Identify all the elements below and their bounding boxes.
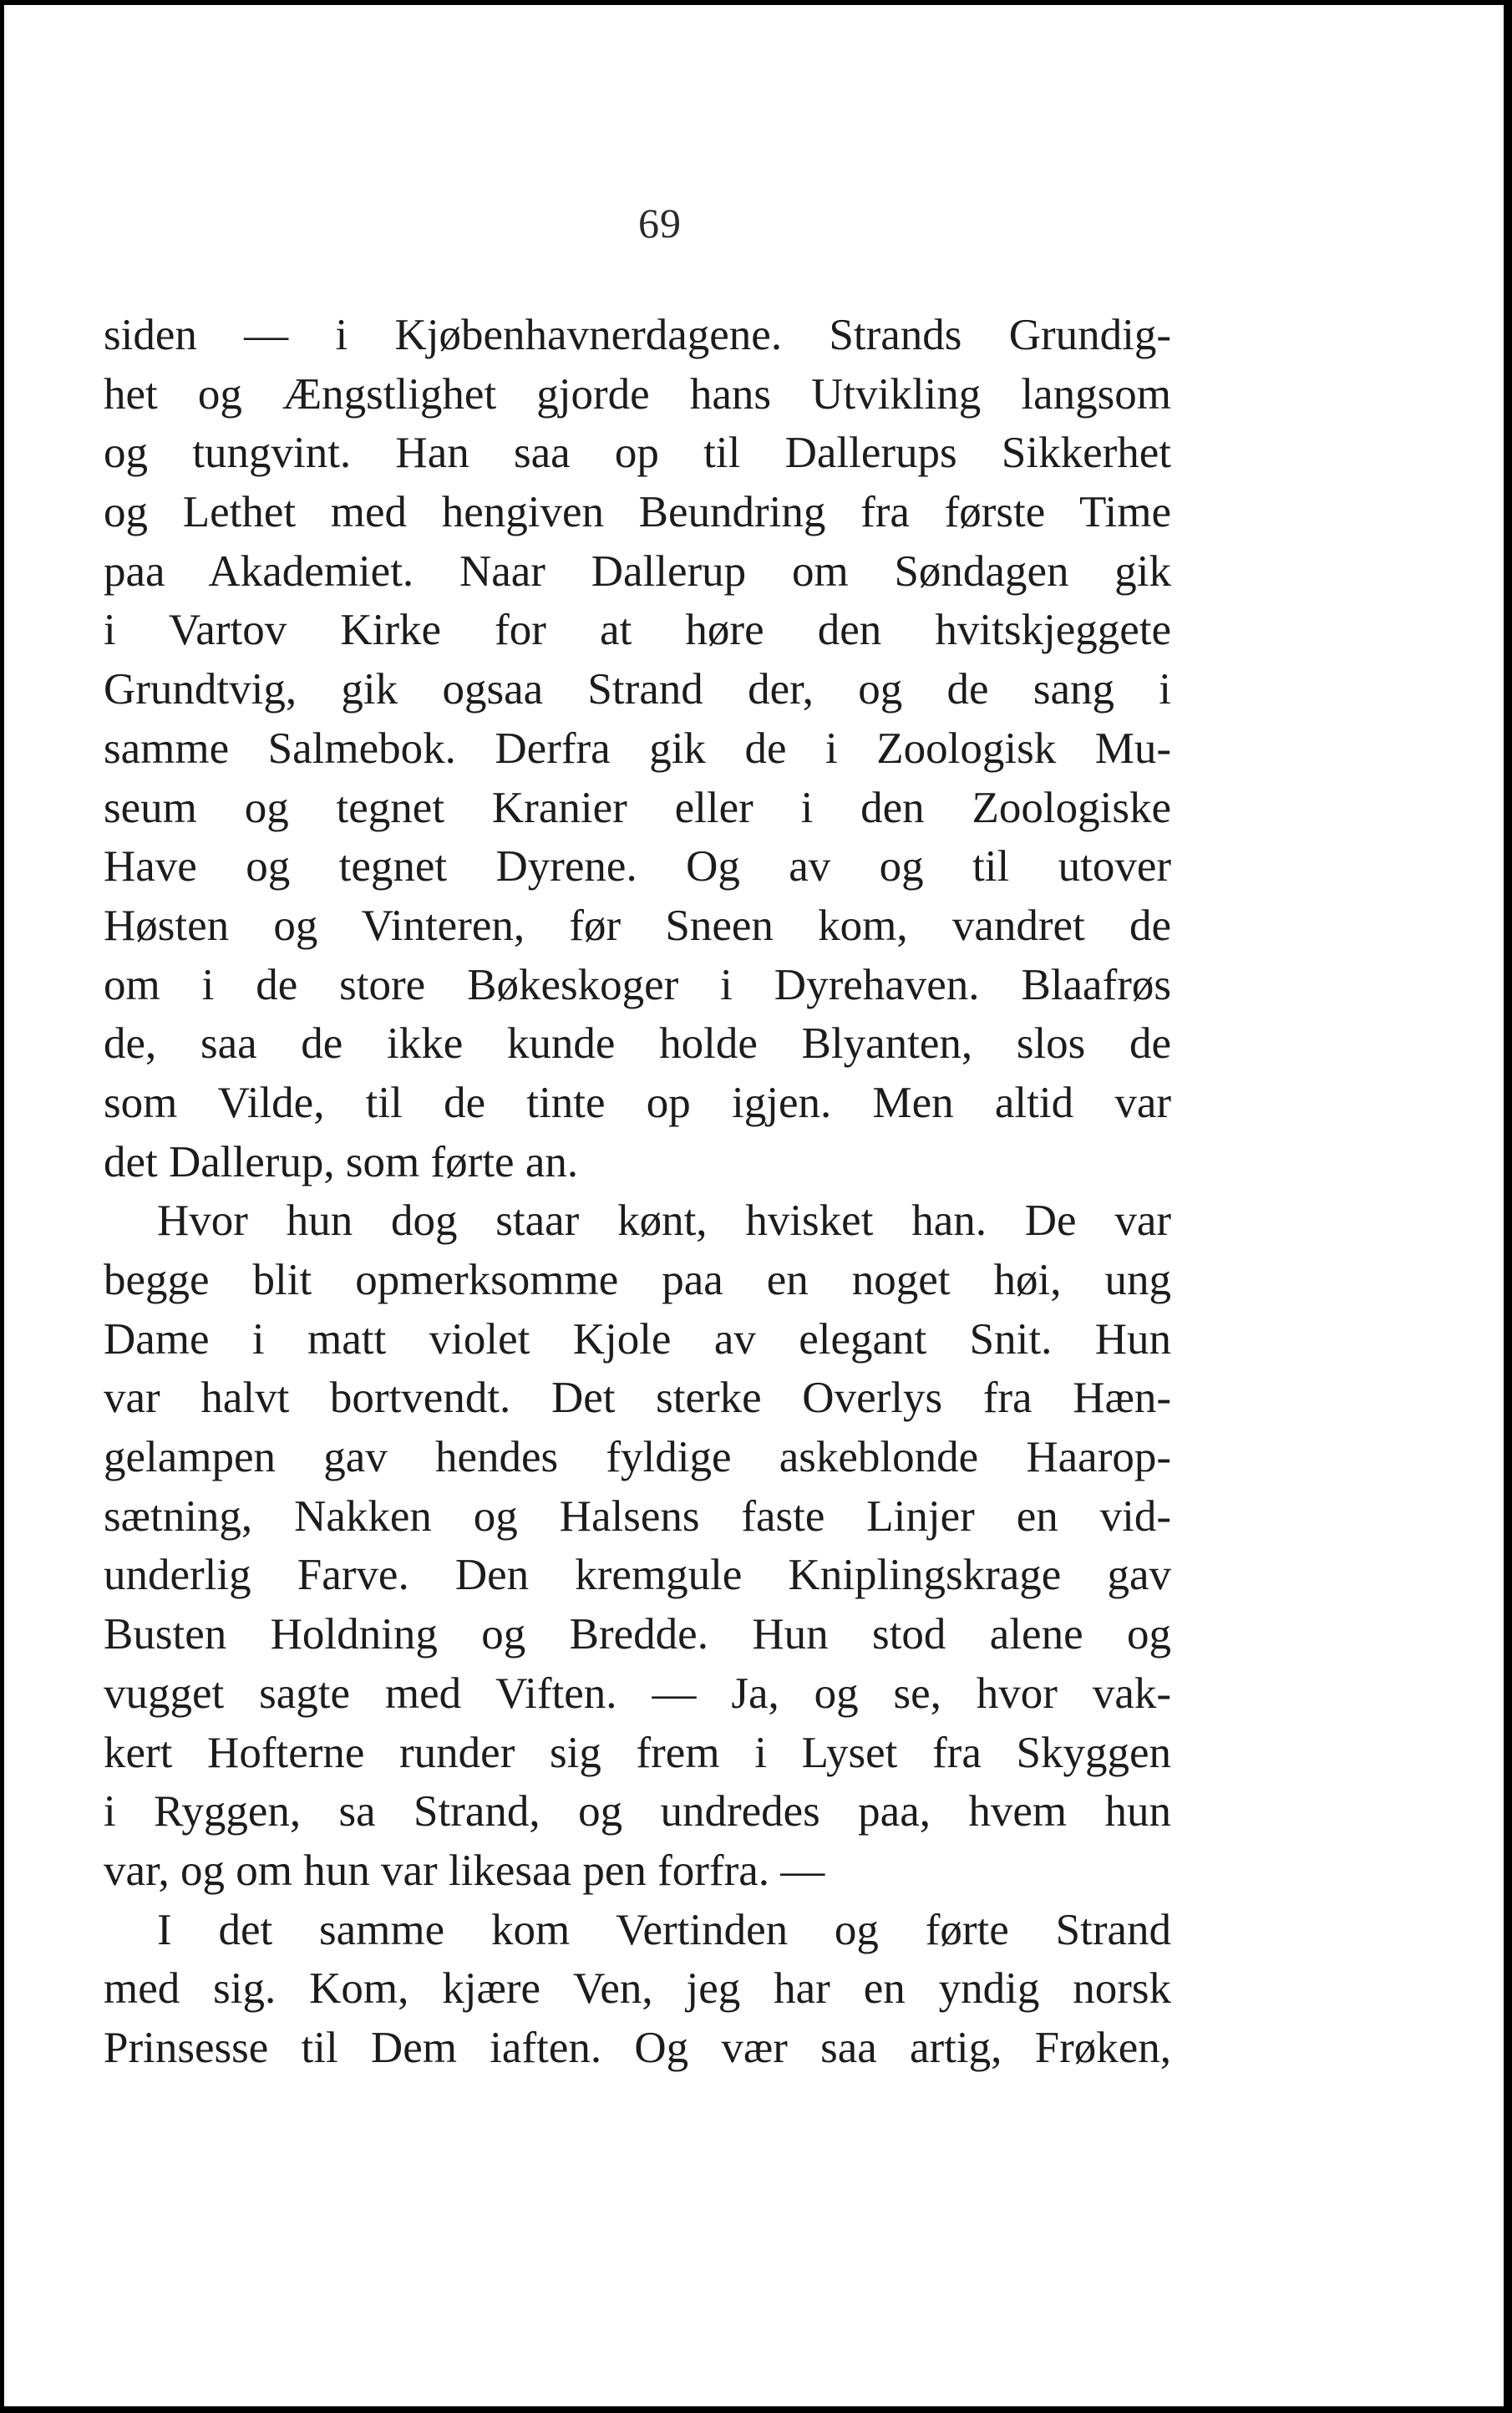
text-line: Busten Holdning og Bredde. Hun stod alene og [104,1610,1171,1659]
scan-border-left [0,0,4,2413]
text-line: Grundtvig, gik ogsaa Strand der, og de sang i [104,665,1171,714]
text-line: het og Ængstlighet gjorde hans Utvikling langsom [104,369,1171,419]
text-line: begge blit opmerksomme paa en noget høi, ung [104,1256,1171,1304]
text-line: Have og tegnet Dyrene. Og av og til utover [104,842,1171,892]
paragraph-3 [104,1901,1171,2078]
text-line: I det samme kom Vertinden og førte Strand [157,1905,1171,1954]
text-line: og Lethet med hengiven Beundring fra første Time [104,488,1171,537]
text-line: paa Akademiet. Naar Dallerup om Søndagen gik [104,546,1171,596]
text-line: gelampen gav hendes fyldige askeblonde Haarop- [104,1433,1171,1482]
text-line: vugget sagte med Viften. — Ja, og se, hvor vak- [104,1669,1171,1718]
text-line: siden — i Kjøbenhavnerdagene. Strands Grundig- [104,311,1171,359]
text-line: kert Hofterne runder sig frem i Lyset fra Skyggen [104,1728,1171,1777]
text-line: og tungvint. Han saa op til Dallerups Sikkerhet [104,429,1171,478]
text-line: som Vilde, til de tinte op igjen. Men altid var [104,1078,1171,1127]
text-line: i Vartov Kirke for at høre den hvitskjeggete [104,606,1171,655]
text-line: Dame i matt violet Kjole av elegant Snit. Hun [104,1314,1171,1364]
scan-border-right [1504,0,1512,2413]
page-number: 69 [638,200,682,246]
text-line: Prinsesse til Dem iaften. Og vær saa artig, Frøken, [104,2023,1171,2072]
text-line: seum og tegnet Kranier eller i den Zoologiske [104,783,1171,832]
scan-border-top [0,0,1512,5]
text-line: sætning, Nakken og Halsens faste Linjer en vid- [104,1491,1171,1541]
text-line: med sig. Kom, kjære Ven, jeg har en yndig norsk [104,1964,1171,2014]
text-line: det Dallerup, som førte an. [104,1137,579,1186]
text-line: om i de store Bøkeskoger i Dyrehaven. Blaafrøs [104,960,1171,1009]
text-line: samme Salmebok. Derfra gik de i Zoologisk Mu- [104,724,1171,773]
text-line: Høsten og Vinteren, før Sneen kom, vandret de [104,901,1171,950]
text-line: underlig Farve. Den kremgule Kniplingskrage gav [104,1551,1171,1600]
text-line: var halvt bortvendt. Det sterke Overlys fra Hæn- [104,1374,1171,1423]
paragraph-2 [104,1191,1171,1900]
scan-border-bottom [0,2406,1512,2413]
text-line: i Ryggen, sa Strand, og undredes paa, hvem hun [104,1787,1171,1836]
text-line: Hvor hun dog staar kønt, hvisket han. De var [157,1196,1171,1246]
text-line: de, saa de ikke kunde holde Blyanten, slos de [104,1019,1171,1069]
body-text [104,306,1171,2078]
paragraph-1 [104,306,1171,1191]
text-line: var, og om hun var likesaa pen forfra. — [104,1846,825,1895]
